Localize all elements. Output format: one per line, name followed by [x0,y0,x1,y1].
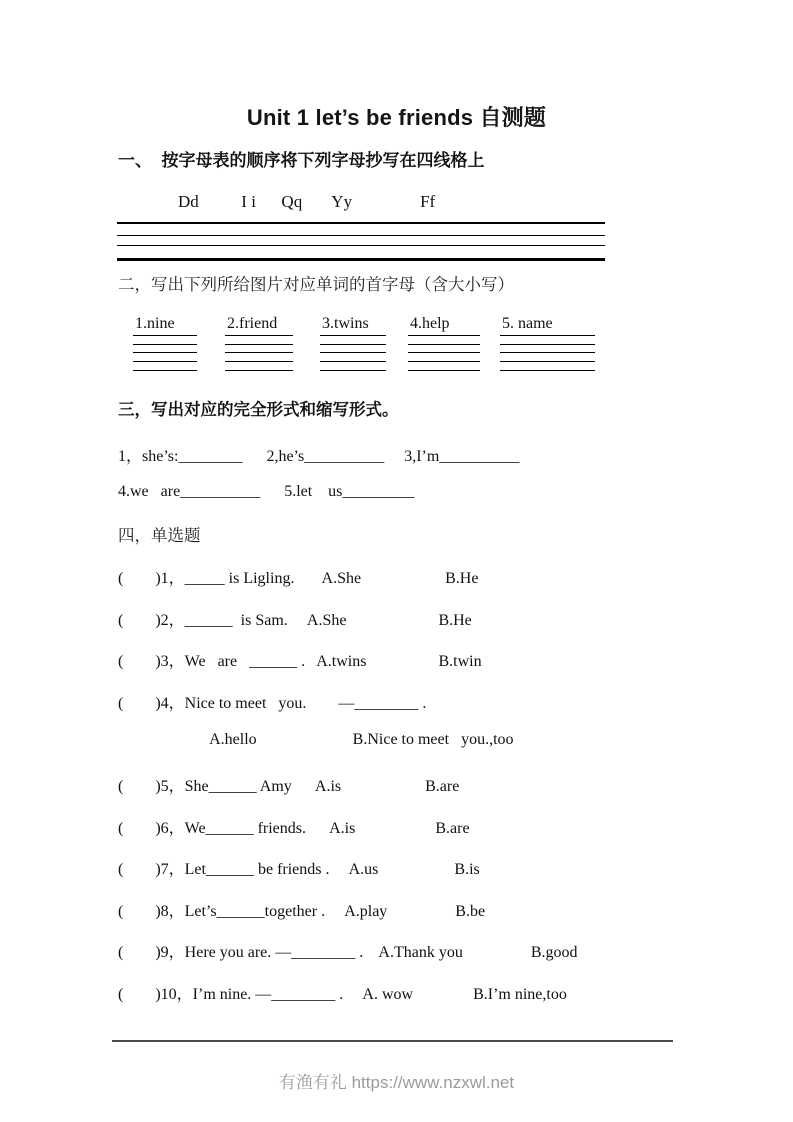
mc-question-3: ( )3，We are ______ . A.twins B.twin [118,653,482,670]
word-writing-line [133,370,197,371]
mc-question-8: ( )8，Let’s______together . A.play B.be [118,903,486,920]
word-writing-line [225,370,293,371]
word-writing-line [320,352,386,353]
section1-heading: 一、 按字母表的顺序将下列字母抄写在四线格上 [118,151,485,170]
word-label: 3.twins [320,315,386,336]
footer-divider [112,1040,673,1042]
section3-line1: 1，she’s:________ 2,he’s__________ 3,I’m__________ [118,448,520,465]
word-writing-line [500,344,595,345]
word-item [225,315,293,371]
letters-row: Dd I i Qq Yy Ff [178,192,436,211]
words-band [0,315,793,377]
mc-question-2: ( )2，______ is Sam. A.She B.He [118,612,472,629]
section4-heading: 四，单选题 [118,526,201,545]
word-writing-line [225,352,293,353]
word-label: 5. name [500,315,595,336]
mc-question-5: ( )5，She______ Amy A.is B.are [118,778,460,795]
word-writing-line [225,344,293,345]
mc-question-9: ( )9，Here you are. —________ . A.Thank you B.good [118,944,578,961]
grid-line-1 [117,222,605,224]
grid-line-2 [117,235,605,236]
word-writing-line [320,361,386,362]
section3-heading: 三，写出对应的完全形式和缩写形式。 [118,401,399,419]
writing-grid [117,222,605,262]
word-writing-line [500,352,595,353]
word-writing-line [500,370,595,371]
word-writing-line [225,361,293,362]
word-writing-line [133,344,197,345]
word-writing-line [408,370,480,371]
word-writing-line [133,361,197,362]
mc-question-6: ( )6，We______ friends. A.is B.are [118,820,470,837]
mc-question-4-options: A.hello B.Nice to meet you.,too [118,731,514,748]
footer-text: 有渔有礼 https://www.nzxwl.net [278,1073,515,1092]
word-item [500,315,595,371]
word-label: 1.nine [133,315,197,336]
mc-question-4: ( )4，Nice to meet you. —________ . [118,695,427,712]
section2-heading: 二，写出下列所给图片对应单词的首字母（含大小写） [118,275,514,294]
word-writing-line [408,344,480,345]
mc-question-10: ( )10，I’m nine. —________ . A. wow B.I’m nine,too [118,986,567,1003]
word-writing-line [133,352,197,353]
word-writing-line [500,361,595,362]
word-writing-line [320,344,386,345]
page-title: Unit 1 let’s be friends 自测题 [246,105,547,130]
word-label: 4.help [408,315,480,336]
word-item [408,315,480,371]
grid-line-3 [117,245,605,246]
section3-line2: 4.we are__________ 5.let us_________ [118,483,415,500]
grid-line-4 [117,258,605,261]
mc-question-1: ( )1，_____ is Ligling. A.She B.He [118,570,479,587]
word-writing-line [320,370,386,371]
word-writing-line [408,352,480,353]
word-item [320,315,386,371]
word-item [133,315,197,371]
word-writing-line [408,361,480,362]
word-label: 2.friend [225,315,293,336]
mc-question-7: ( )7，Let______ be friends . A.us B.is [118,861,480,878]
